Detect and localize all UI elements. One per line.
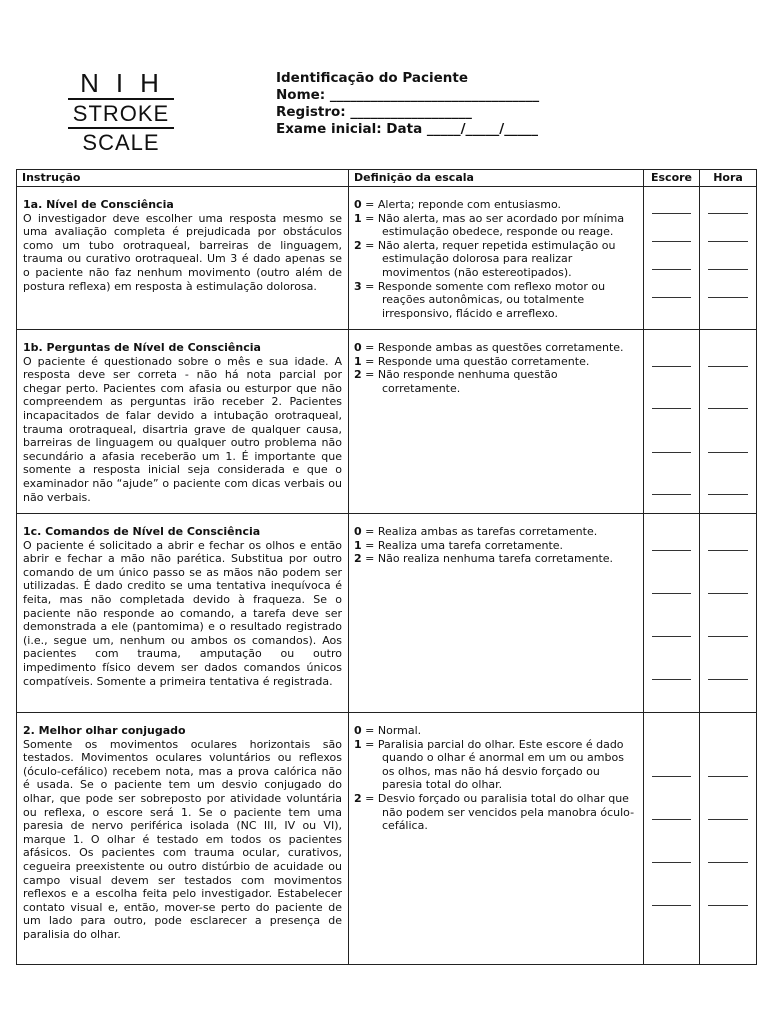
name-field[interactable]: Nome: _______________________________ bbox=[276, 87, 540, 103]
score-cell[interactable] bbox=[644, 187, 700, 330]
table-header-row bbox=[17, 170, 757, 187]
logo-rule-bottom bbox=[68, 127, 174, 129]
score-blank[interactable] bbox=[652, 269, 691, 270]
time-blank[interactable] bbox=[708, 241, 748, 242]
time-blank[interactable] bbox=[708, 776, 748, 777]
item-title: 1b. Perguntas de Nível de Consciência bbox=[23, 341, 261, 354]
time-cell[interactable] bbox=[700, 713, 757, 965]
instruction-cell bbox=[17, 514, 349, 713]
score-blank[interactable] bbox=[652, 593, 691, 594]
time-blank[interactable] bbox=[708, 494, 748, 495]
scale-option: 0 = Normal. bbox=[354, 724, 422, 737]
instruction-cell bbox=[17, 187, 349, 330]
time-cell[interactable] bbox=[700, 330, 757, 514]
table-row bbox=[17, 713, 757, 965]
nih-stroke-scale-logo bbox=[64, 70, 178, 154]
scale-option: 1 = Responde uma questão corretamente. bbox=[354, 354, 590, 368]
score-blank[interactable] bbox=[652, 366, 691, 367]
time-blank[interactable] bbox=[708, 452, 748, 453]
time-blank[interactable] bbox=[708, 862, 748, 863]
exam-date-field[interactable]: Exame inicial: Data _____/_____/_____ bbox=[276, 121, 538, 137]
table-row bbox=[17, 187, 757, 330]
scale-option: 2 = Não realiza nenhuma tarefa corretamente. bbox=[354, 552, 614, 566]
score-cell[interactable] bbox=[644, 514, 700, 713]
score-blank[interactable] bbox=[652, 776, 691, 777]
patient-identification bbox=[276, 70, 539, 138]
time-blank[interactable] bbox=[708, 366, 748, 367]
logo-rule-top bbox=[68, 98, 174, 100]
logo-nih: NIH bbox=[80, 68, 176, 98]
record-field[interactable]: Registro: __________________ bbox=[276, 104, 472, 120]
col-header-hora: Hora bbox=[700, 170, 757, 187]
time-blank[interactable] bbox=[708, 679, 748, 680]
item-text: Somente os movimentos oculares horizontais são testados. Movimentos oculares voluntários ou reflexos (óculo-cefálico) recebem nota, mas a prova calórica não é usada. Se o paciente tem um desvio conjugado do olhar, que pode ser sobreposto por atividade voluntária ou reflexa, o escore será 1. Se o paciente tem uma paresia de nervo periférica isolada (NC III, IV ou VI), marque 1. O olhar é testado em todos os pacientes afásicos. Os pacientes com trauma ocular, curativos, cegueira preexistente ou outro distúrbio de acuidade ou campo visual devem ser testados com movimentos reflexos e a escolha feita pelo investigador. Estabelecer contato visual e, então, mover-se perto do paciente de um lado para outro, pode esclarecer a presença de paralisia do olhar. bbox=[23, 737, 342, 941]
score-blank[interactable] bbox=[652, 862, 691, 863]
col-header-definicao: Definição da escala bbox=[349, 170, 644, 187]
item-title: 1a. Nível de Consciência bbox=[23, 198, 174, 211]
scale-option: 1 = Não alerta, mas ao ser acordado por mínima estimulação obedece, responde ou reage. bbox=[354, 211, 625, 239]
time-blank[interactable] bbox=[708, 636, 748, 637]
score-blank[interactable] bbox=[652, 550, 691, 551]
header-title: Identificação do Paciente bbox=[276, 70, 469, 86]
time-cell[interactable] bbox=[700, 187, 757, 330]
table-row bbox=[17, 514, 757, 713]
scale-option: 1 = Realiza uma tarefa corretamente. bbox=[354, 538, 564, 552]
definition-cell bbox=[349, 514, 644, 713]
col-header-instrucao: Instrução bbox=[17, 170, 349, 187]
score-blank[interactable] bbox=[652, 213, 691, 214]
scale-option: 3 = Responde somente com reflexo motor ou reações autonômicas, ou totalmente irresponsivo, flácido e arreflexo. bbox=[354, 279, 606, 320]
score-blank[interactable] bbox=[652, 636, 691, 637]
logo-stroke: STROKE bbox=[72, 101, 170, 126]
score-cell[interactable] bbox=[644, 330, 700, 514]
score-blank[interactable] bbox=[652, 452, 691, 453]
time-cell[interactable] bbox=[700, 514, 757, 713]
item-title: 1c. Comandos de Nível de Consciência bbox=[23, 525, 261, 538]
scale-option: 2 = Desvio forçado ou paralisia total do olhar que não podem ser vencidos pela manobra óculo-cefálica. bbox=[354, 791, 635, 833]
score-blank[interactable] bbox=[652, 679, 691, 680]
logo-scale: SCALE bbox=[82, 130, 160, 155]
item-title: 2. Melhor olhar conjugado bbox=[23, 724, 186, 737]
time-blank[interactable] bbox=[708, 593, 748, 594]
time-blank[interactable] bbox=[708, 297, 748, 298]
scale-option: 0 = Alerta; reponde com entusiasmo. bbox=[354, 198, 561, 211]
score-blank[interactable] bbox=[652, 408, 691, 409]
score-blank[interactable] bbox=[652, 819, 691, 820]
scale-option: 2 = Não alerta, requer repetida estimulação ou estimulação dolorosa para realizar movimentos (não estereotipados). bbox=[354, 238, 616, 279]
score-cell[interactable] bbox=[644, 713, 700, 965]
score-blank[interactable] bbox=[652, 494, 691, 495]
stroke-scale-table bbox=[16, 169, 757, 965]
time-blank[interactable] bbox=[708, 269, 748, 270]
time-blank[interactable] bbox=[708, 905, 748, 906]
scale-option: 2 = Não responde nenhuma questão corretamente. bbox=[354, 368, 558, 395]
time-blank[interactable] bbox=[708, 408, 748, 409]
score-blank[interactable] bbox=[652, 905, 691, 906]
score-blank[interactable] bbox=[652, 297, 691, 298]
score-blank[interactable] bbox=[652, 241, 691, 242]
instruction-cell bbox=[17, 713, 349, 965]
col-header-escore: Escore bbox=[644, 170, 700, 187]
definition-cell bbox=[349, 330, 644, 514]
item-text: O investigador deve escolher uma resposta mesmo se uma avaliação completa é prejudicada por obstáculos como um tubo orotraqueal, barreiras de linguagem, trauma ou curativo orotraqueal. Um 3 é dado apenas se o paciente não faz nenhum movimento (outro além de postura reflexa) em resposta à estimulação dolorosa. bbox=[23, 211, 342, 293]
instruction-cell bbox=[17, 330, 349, 514]
scale-option: 0 = Realiza ambas as tarefas corretamente. bbox=[354, 525, 598, 538]
scale-option: 0 = Responde ambas as questões corretamente. bbox=[354, 341, 624, 354]
time-blank[interactable] bbox=[708, 819, 748, 820]
item-text: O paciente é questionado sobre o mês e sua idade. A resposta deve ser correta - não há nota parcial por chegar perto. Pacientes com afasia ou esturpor que não compreendem as perguntas irão receber 2. Pacientes incapacitados de falar devido a intubação orotraqueal, trauma orotraqueal, disartria grave de qualquer causa, barreiras de linguagem ou qualquer outro problema não secundário a afasia receberão um 1. É importante que somente a resposta inicial seja considerada e que o examinador não “ajude” o paciente com dicas verbais ou não verbais. bbox=[23, 354, 342, 504]
definition-cell bbox=[349, 187, 644, 330]
table-row bbox=[17, 330, 757, 514]
definition-cell bbox=[349, 713, 644, 965]
time-blank[interactable] bbox=[708, 213, 748, 214]
item-text: O paciente é solicitado a abrir e fechar os olhos e então abrir e fechar a mão não parética. Substitua por outro comando de um único passo se as mãos não podem ser utilizadas. É dado credito se uma tentativa inequívoca é feita, mas não completada devido à fraqueza. Se o paciente não responde ao comando, a tarefa deve ser demonstrada a ele (pantomima) e o resultado registrado (i.e., segue um, nenhum ou ambos os comandos). Aos pacientes com trauma, amputação ou outro impedimento físico devem ser dados comandos únicos compatíveis. Somente a primeira tentativa é registrada. bbox=[23, 538, 342, 688]
time-blank[interactable] bbox=[708, 550, 748, 551]
scale-option: 1 = Paralisia parcial do olhar. Este escore é dado quando o olhar é anormal em um ou ambos os olhos, mas não há desvio forçado ou paresia total do olhar. bbox=[354, 737, 624, 792]
